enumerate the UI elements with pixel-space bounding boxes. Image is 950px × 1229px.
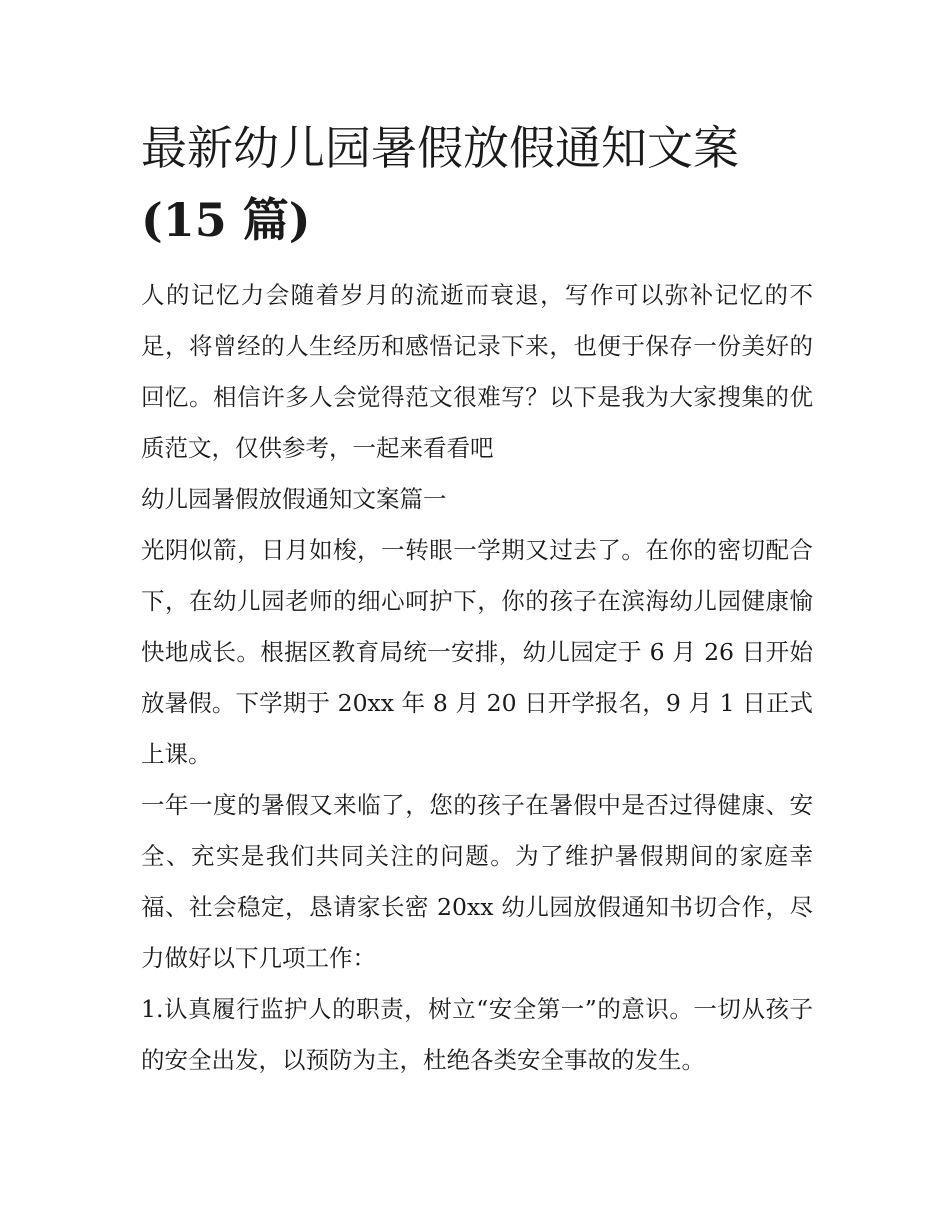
document-body: [141, 270, 813, 1086]
title-main: 最新幼儿园暑假放假通知文案: [141, 121, 739, 175]
section-heading: 幼儿园暑假放假通知文案篇一: [141, 485, 447, 513]
intro-paragraph: 人的记忆力会随着岁月的流逝而衰退，写作可以弥补记忆的不足，将曾经的人生经历和感悟记录下来，也便于保存一份美好的回忆。相信许多人会觉得范文很难写？以下是我为大家搜集的优质范文，仅供参考，一起来看看吧: [141, 281, 813, 462]
body-paragraph: 一年一度的暑假又来临了，您的孩子在暑假中是否过得健康、安全、充实是我们共同关注的问题。为了维护暑假期间的家庭幸福、社会稳定，恳请家长密 20xx 幼儿园放假通知书切合作，尽力做好以下几项工作：: [141, 791, 813, 972]
title-subtitle: (15 篇): [141, 193, 311, 247]
list-item: 1.认真履行监护人的职责，树立“安全第一”的意识。一切从孩子的安全出发，以预防为主，杜绝各类安全事故的发生。: [141, 995, 813, 1074]
body-paragraph: 光阴似箭，日月如梭，一转眼一学期又过去了。在你的密切配合下，在幼儿园老师的细心呵护下，你的孩子在滨海幼儿园健康愉快地成长。根据区教育局统一安排，幼儿园定于 6 月 26 日开始放暑假。下学期于 20xx 年 8 月 20 日开学报名，9 月 1 日正式上课。: [141, 536, 813, 768]
document-title: [141, 112, 813, 256]
document-content: [141, 112, 813, 1086]
